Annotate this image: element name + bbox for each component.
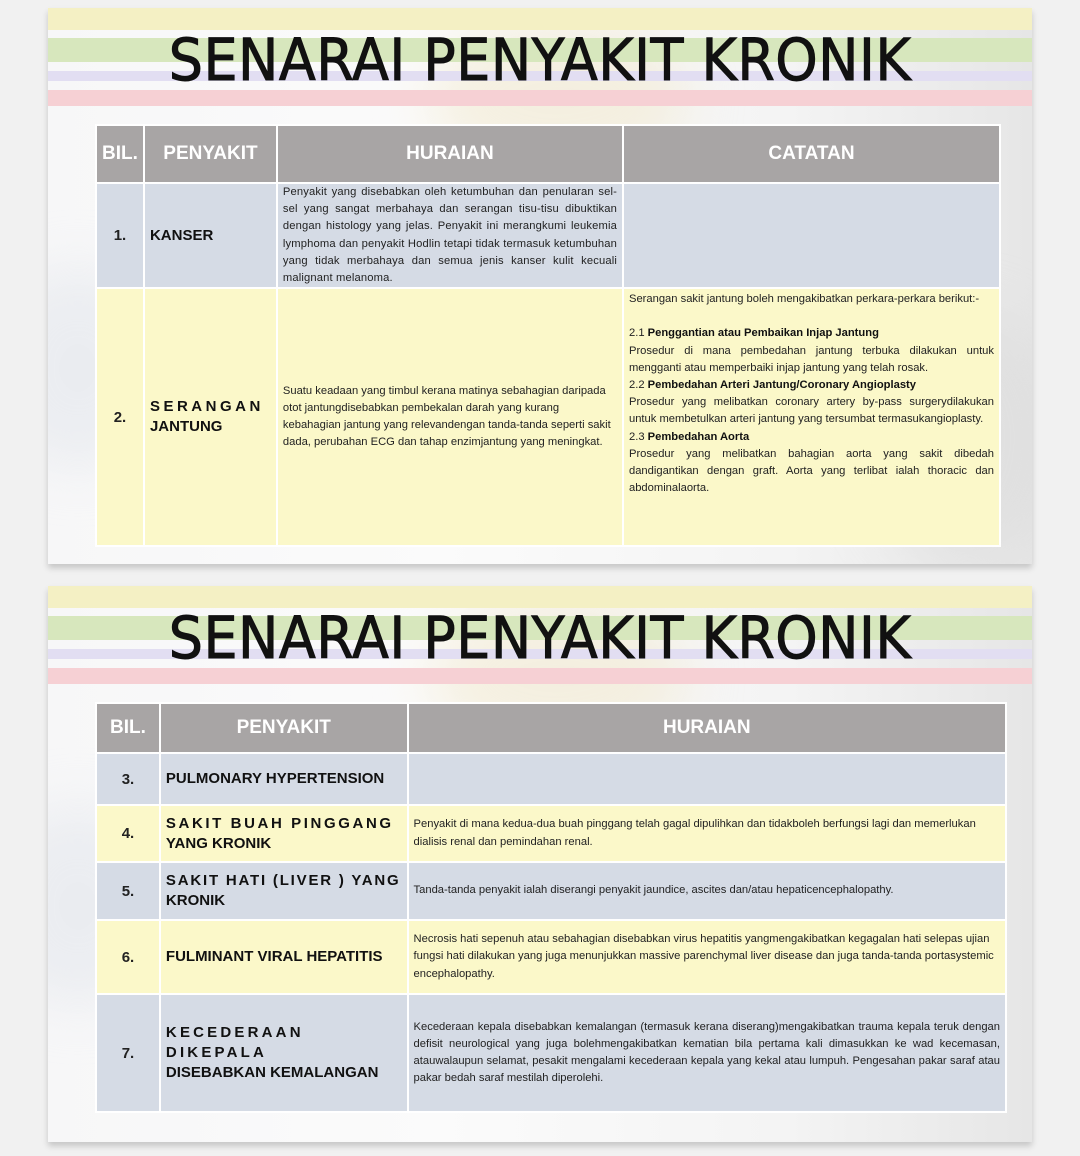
header-catatan: CATATAN (623, 125, 1000, 183)
header-penyakit: PENYAKIT (160, 703, 408, 753)
disease-description (408, 753, 1006, 805)
row-number: 6. (96, 920, 160, 994)
note-item-text: Prosedur di mana pembedahan jantung terbuka dilakukan untuk mengganti atau memperbaiki injap jantung yang telah rosak. (628, 344, 994, 374)
row-number: 5. (96, 862, 160, 920)
disease-description: Penyakit di mana kedua-dua buah pinggang telah gagal dipulihkan dan tidakboleh berfungsi lagi dan memerlukan dialisis renal dan pemindahan renal. (408, 805, 1006, 862)
disease-name (160, 805, 408, 862)
disease-note (623, 288, 1000, 546)
header-bil: BIL. (96, 125, 144, 183)
note-item-number: 2.1 (628, 327, 645, 340)
disease-name (160, 862, 408, 920)
table-row (96, 753, 1006, 805)
disease-name: FULMINANT VIRAL HEPATITIS (160, 920, 408, 994)
row-number: 2. (96, 288, 144, 546)
header-penyakit: PENYAKIT (144, 125, 277, 183)
note-item-heading: Pembedahan Arteri Jantung/Coronary Angioplasty (647, 379, 916, 392)
disease-description: Penyakit yang disebabkan oleh ketumbuhan dan penularan sel-sel yang sangat merbahaya dan serangan tisu-tisu dibuktikan dengan histology yang jelas. Penyakit ini merangkumi leukemia lymphoma dan penyakit Hodlin tetapi tidak termasuk ketumbuhan yang tidak merbahaya dan semua jenis kanser kulit kecuali malignant melanoma. (277, 183, 623, 288)
disease-name-line2: DISEBABKAN KEMALANGAN (165, 1064, 379, 1081)
table-row (96, 920, 1006, 994)
disease-description: Tanda-tanda penyakit ialah diserangi penyakit jaundice, ascites dan/atau hepaticencephalopathy. (408, 862, 1006, 920)
row-number: 3. (96, 753, 160, 805)
table-header-row (96, 703, 1006, 753)
note-item-heading: Penggantian atau Pembaikan Injap Jantung (647, 327, 879, 340)
disease-description: Kecederaan kepala disebabkan kemalangan (termasuk kerana diserang)mengakibatkan trauma kepala teruk dengan defisit neurological yang juga bolehmengakibatkan kematian bila pertama kali dimasukkan ke wad kecemasan, atauwalaupun selamat, pesakit mengalami kecederaan kepala yang kekal atau lumpuh. Pengesahan pakar saraf atau pakar bedah saraf mestilah diperolehi. (408, 994, 1006, 1112)
disease-description: Suatu keadaan yang timbul kerana matinya sebahagian daripada otot jantungdisebabkan pembekalan darah yang kurang kebahagian jantung yang relevandengan tanda-tanda seperti sakit dada, perubahan ECG dan tahap enzimjantung yang meningkat. (277, 288, 623, 546)
disease-name: KANSER (144, 183, 277, 288)
table-row (96, 288, 1000, 546)
disease-table (95, 124, 1001, 547)
slide-1 (48, 8, 1032, 564)
disease-name (160, 994, 408, 1112)
slide-title: SENARAI PENYAKIT KRONIK (168, 604, 912, 672)
disease-name-line1: KECEDERAAN DIKEPALA (165, 1024, 304, 1061)
disease-note (623, 183, 1000, 288)
slide-2 (48, 586, 1032, 1142)
table-row (96, 805, 1006, 862)
disease-name (144, 288, 277, 546)
row-number: 4. (96, 805, 160, 862)
header-bil: BIL. (96, 703, 160, 753)
disease-name-line1: SAKIT HATI (LIVER ) YANG (165, 872, 401, 889)
disease-name-line1: SERANGAN (149, 398, 264, 416)
disease-name-line2: JANTUNG (149, 418, 223, 436)
disease-name: PULMONARY HYPERTENSION (160, 753, 408, 805)
note-item-number: 2.2 (628, 379, 645, 392)
row-number: 1. (96, 183, 144, 288)
header-huraian: HURAIAN (408, 703, 1006, 753)
disease-name-line1: SAKIT BUAH PINGGANG (165, 814, 394, 832)
table-header-row (96, 125, 1000, 183)
disease-table (95, 702, 1007, 1113)
note-intro: Serangan sakit jantung boleh mengakibatkan perkara-perkara berikut:- (628, 293, 980, 306)
row-number: 7. (96, 994, 160, 1112)
disease-description: Necrosis hati sepenuh atau sebahagian disebabkan virus hepatitis yangmengakibatkan kegagalan hati selepas ujian fungsi hati dilakukan yang juga menunjukkan massive parenchymal liver disease dan juga tanda-tanda portasystemic encephalopathy. (408, 920, 1006, 994)
table-row (96, 994, 1006, 1112)
note-item-text: Prosedur yang melibatkan bahagian aorta yang sakit dibedah dandigantikan dengan graft. Aorta yang terlibat ialah thoracic dan abdominalaorta. (628, 447, 994, 495)
header-huraian: HURAIAN (277, 125, 623, 183)
note-item-heading: Pembedahan Aorta (647, 430, 750, 443)
disease-name-line2: KRONIK (165, 892, 226, 909)
slide-title: SENARAI PENYAKIT KRONIK (168, 26, 912, 94)
disease-name-line2: YANG KRONIK (165, 834, 272, 852)
note-item-number: 2.3 (628, 430, 645, 443)
table-row (96, 862, 1006, 920)
note-item-text: Prosedur yang melibatkan coronary artery by-pass surgerydilakukan untuk membetulkan arteri jantung yang tersumbat termasukangioplasty. (628, 396, 994, 426)
table-row (96, 183, 1000, 288)
